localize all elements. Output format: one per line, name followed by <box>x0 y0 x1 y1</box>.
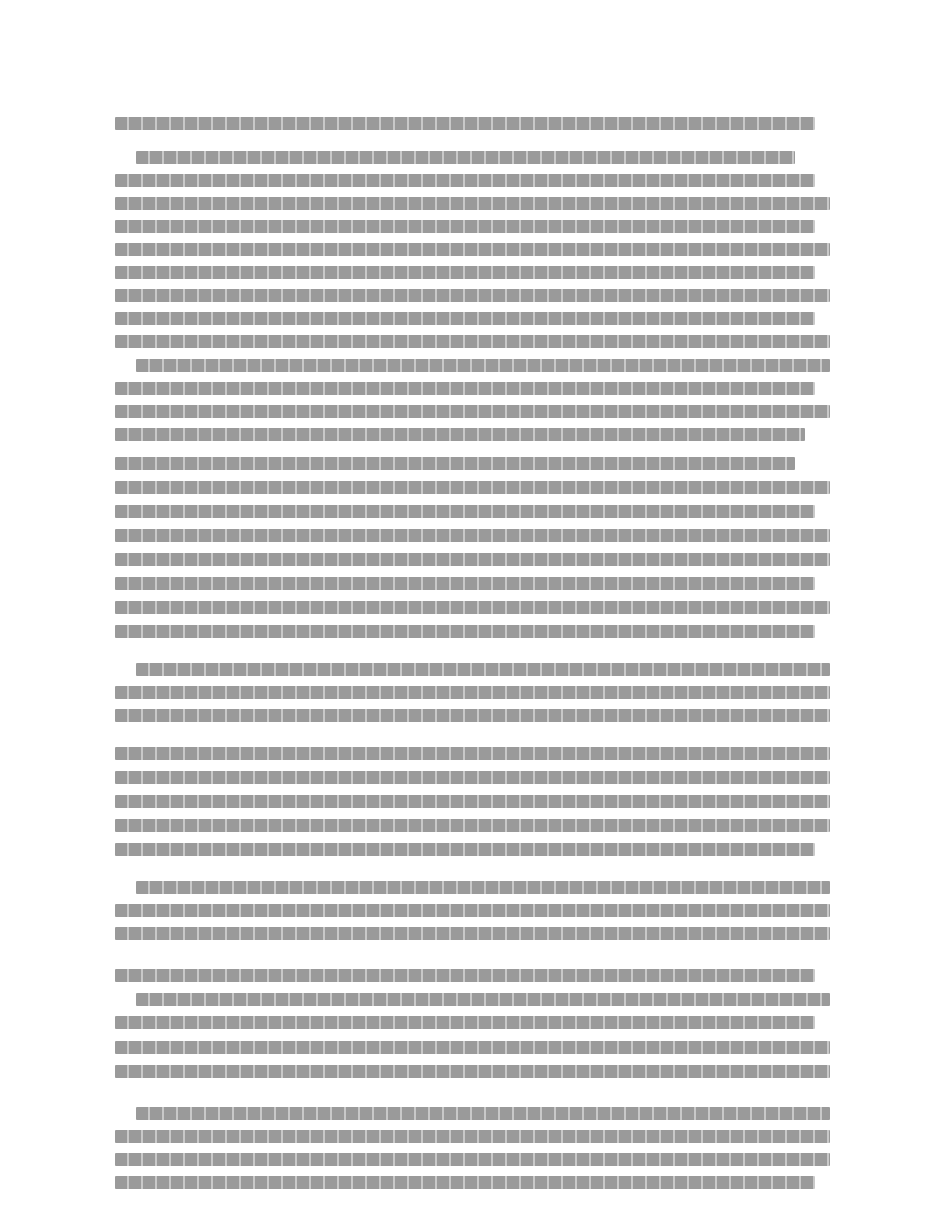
illegible-text-run <box>115 709 830 722</box>
text-line <box>115 876 830 899</box>
illegible-text-run <box>136 881 830 894</box>
text-line <box>115 1036 830 1059</box>
text-line <box>115 620 830 643</box>
illegible-text-run <box>115 969 815 982</box>
illegible-text-run <box>115 1153 830 1166</box>
illegible-text-run <box>115 843 815 856</box>
illegible-text-run <box>136 993 830 1006</box>
paragraph <box>115 988 830 1034</box>
text-line <box>115 1102 830 1125</box>
paragraph <box>115 452 830 475</box>
illegible-text-run <box>115 1041 830 1054</box>
illegible-text-run <box>115 795 830 808</box>
illegible-text-run <box>115 312 815 325</box>
illegible-text-run <box>115 819 830 832</box>
illegible-text-run <box>115 457 795 470</box>
illegible-text-run <box>115 771 830 784</box>
text-line <box>115 548 830 571</box>
paragraph <box>115 476 830 499</box>
text-line <box>115 572 830 595</box>
text-line <box>115 1148 830 1171</box>
text-line <box>115 1011 830 1034</box>
illegible-text-run <box>115 174 815 187</box>
illegible-text-run <box>115 405 830 418</box>
text-line <box>115 681 830 704</box>
illegible-text-run <box>115 601 830 614</box>
text-line <box>115 112 830 135</box>
illegible-text-run <box>115 904 830 917</box>
text-line <box>115 169 830 192</box>
paragraph <box>115 742 830 765</box>
illegible-text-run <box>115 220 815 233</box>
text-line <box>115 658 830 681</box>
illegible-text-run <box>115 1016 815 1029</box>
paragraph <box>115 658 830 727</box>
text-line <box>115 814 830 837</box>
paragraph <box>115 1036 830 1059</box>
text-line <box>115 452 830 475</box>
paragraph <box>115 572 830 595</box>
text-line <box>115 1171 830 1194</box>
text-line <box>115 192 830 215</box>
illegible-text-run <box>115 382 815 395</box>
paragraph <box>115 964 830 987</box>
text-line <box>115 354 830 377</box>
illegible-text-run <box>115 747 830 760</box>
text-line <box>115 423 830 446</box>
text-line <box>115 524 830 547</box>
paragraph <box>115 548 830 571</box>
illegible-text-run <box>115 577 815 590</box>
illegible-text-run <box>136 1107 830 1120</box>
illegible-text-run <box>115 289 830 302</box>
illegible-text-run <box>115 1065 830 1078</box>
paragraph <box>115 1102 830 1194</box>
text-line <box>115 146 830 169</box>
illegible-text-run <box>115 505 815 518</box>
text-line <box>115 500 830 523</box>
illegible-text-run <box>136 151 795 164</box>
illegible-text-run <box>115 1130 830 1143</box>
paragraph <box>115 620 830 643</box>
text-line <box>115 330 830 353</box>
paragraph <box>115 500 830 523</box>
text-line <box>115 377 830 400</box>
text-line <box>115 215 830 238</box>
paragraph <box>115 790 830 813</box>
text-line <box>115 899 830 922</box>
illegible-text-run <box>115 243 830 256</box>
illegible-text-run <box>115 553 830 566</box>
illegible-text-run <box>115 481 830 494</box>
illegible-text-run <box>115 927 830 940</box>
illegible-text-run <box>136 663 830 676</box>
paragraph <box>115 876 830 945</box>
illegible-text-run <box>115 117 815 130</box>
paragraph <box>115 596 830 619</box>
text-line <box>115 1060 830 1083</box>
text-line <box>115 238 830 261</box>
paragraph <box>115 112 830 135</box>
text-line <box>115 988 830 1011</box>
illegible-text-run <box>115 625 815 638</box>
text-line <box>115 307 830 330</box>
text-line <box>115 1125 830 1148</box>
illegible-text-run <box>136 359 830 372</box>
paragraph <box>115 354 830 446</box>
text-line <box>115 400 830 423</box>
illegible-text-run <box>115 686 830 699</box>
text-line <box>115 284 830 307</box>
paragraph <box>115 146 830 353</box>
text-line <box>115 964 830 987</box>
text-line <box>115 476 830 499</box>
illegible-text-run <box>115 428 805 441</box>
paragraph <box>115 838 830 861</box>
paragraph <box>115 814 830 837</box>
illegible-text-run <box>115 266 815 279</box>
text-line <box>115 704 830 727</box>
paragraph <box>115 766 830 789</box>
text-line <box>115 838 830 861</box>
illegible-text-run <box>115 529 830 542</box>
illegible-text-run <box>115 1176 815 1189</box>
paragraph <box>115 1060 830 1083</box>
text-line <box>115 742 830 765</box>
illegible-text-run <box>115 197 830 210</box>
illegible-text-run <box>115 335 830 348</box>
text-line <box>115 261 830 284</box>
text-line <box>115 790 830 813</box>
text-line <box>115 766 830 789</box>
text-line <box>115 922 830 945</box>
text-line <box>115 596 830 619</box>
paragraph <box>115 524 830 547</box>
